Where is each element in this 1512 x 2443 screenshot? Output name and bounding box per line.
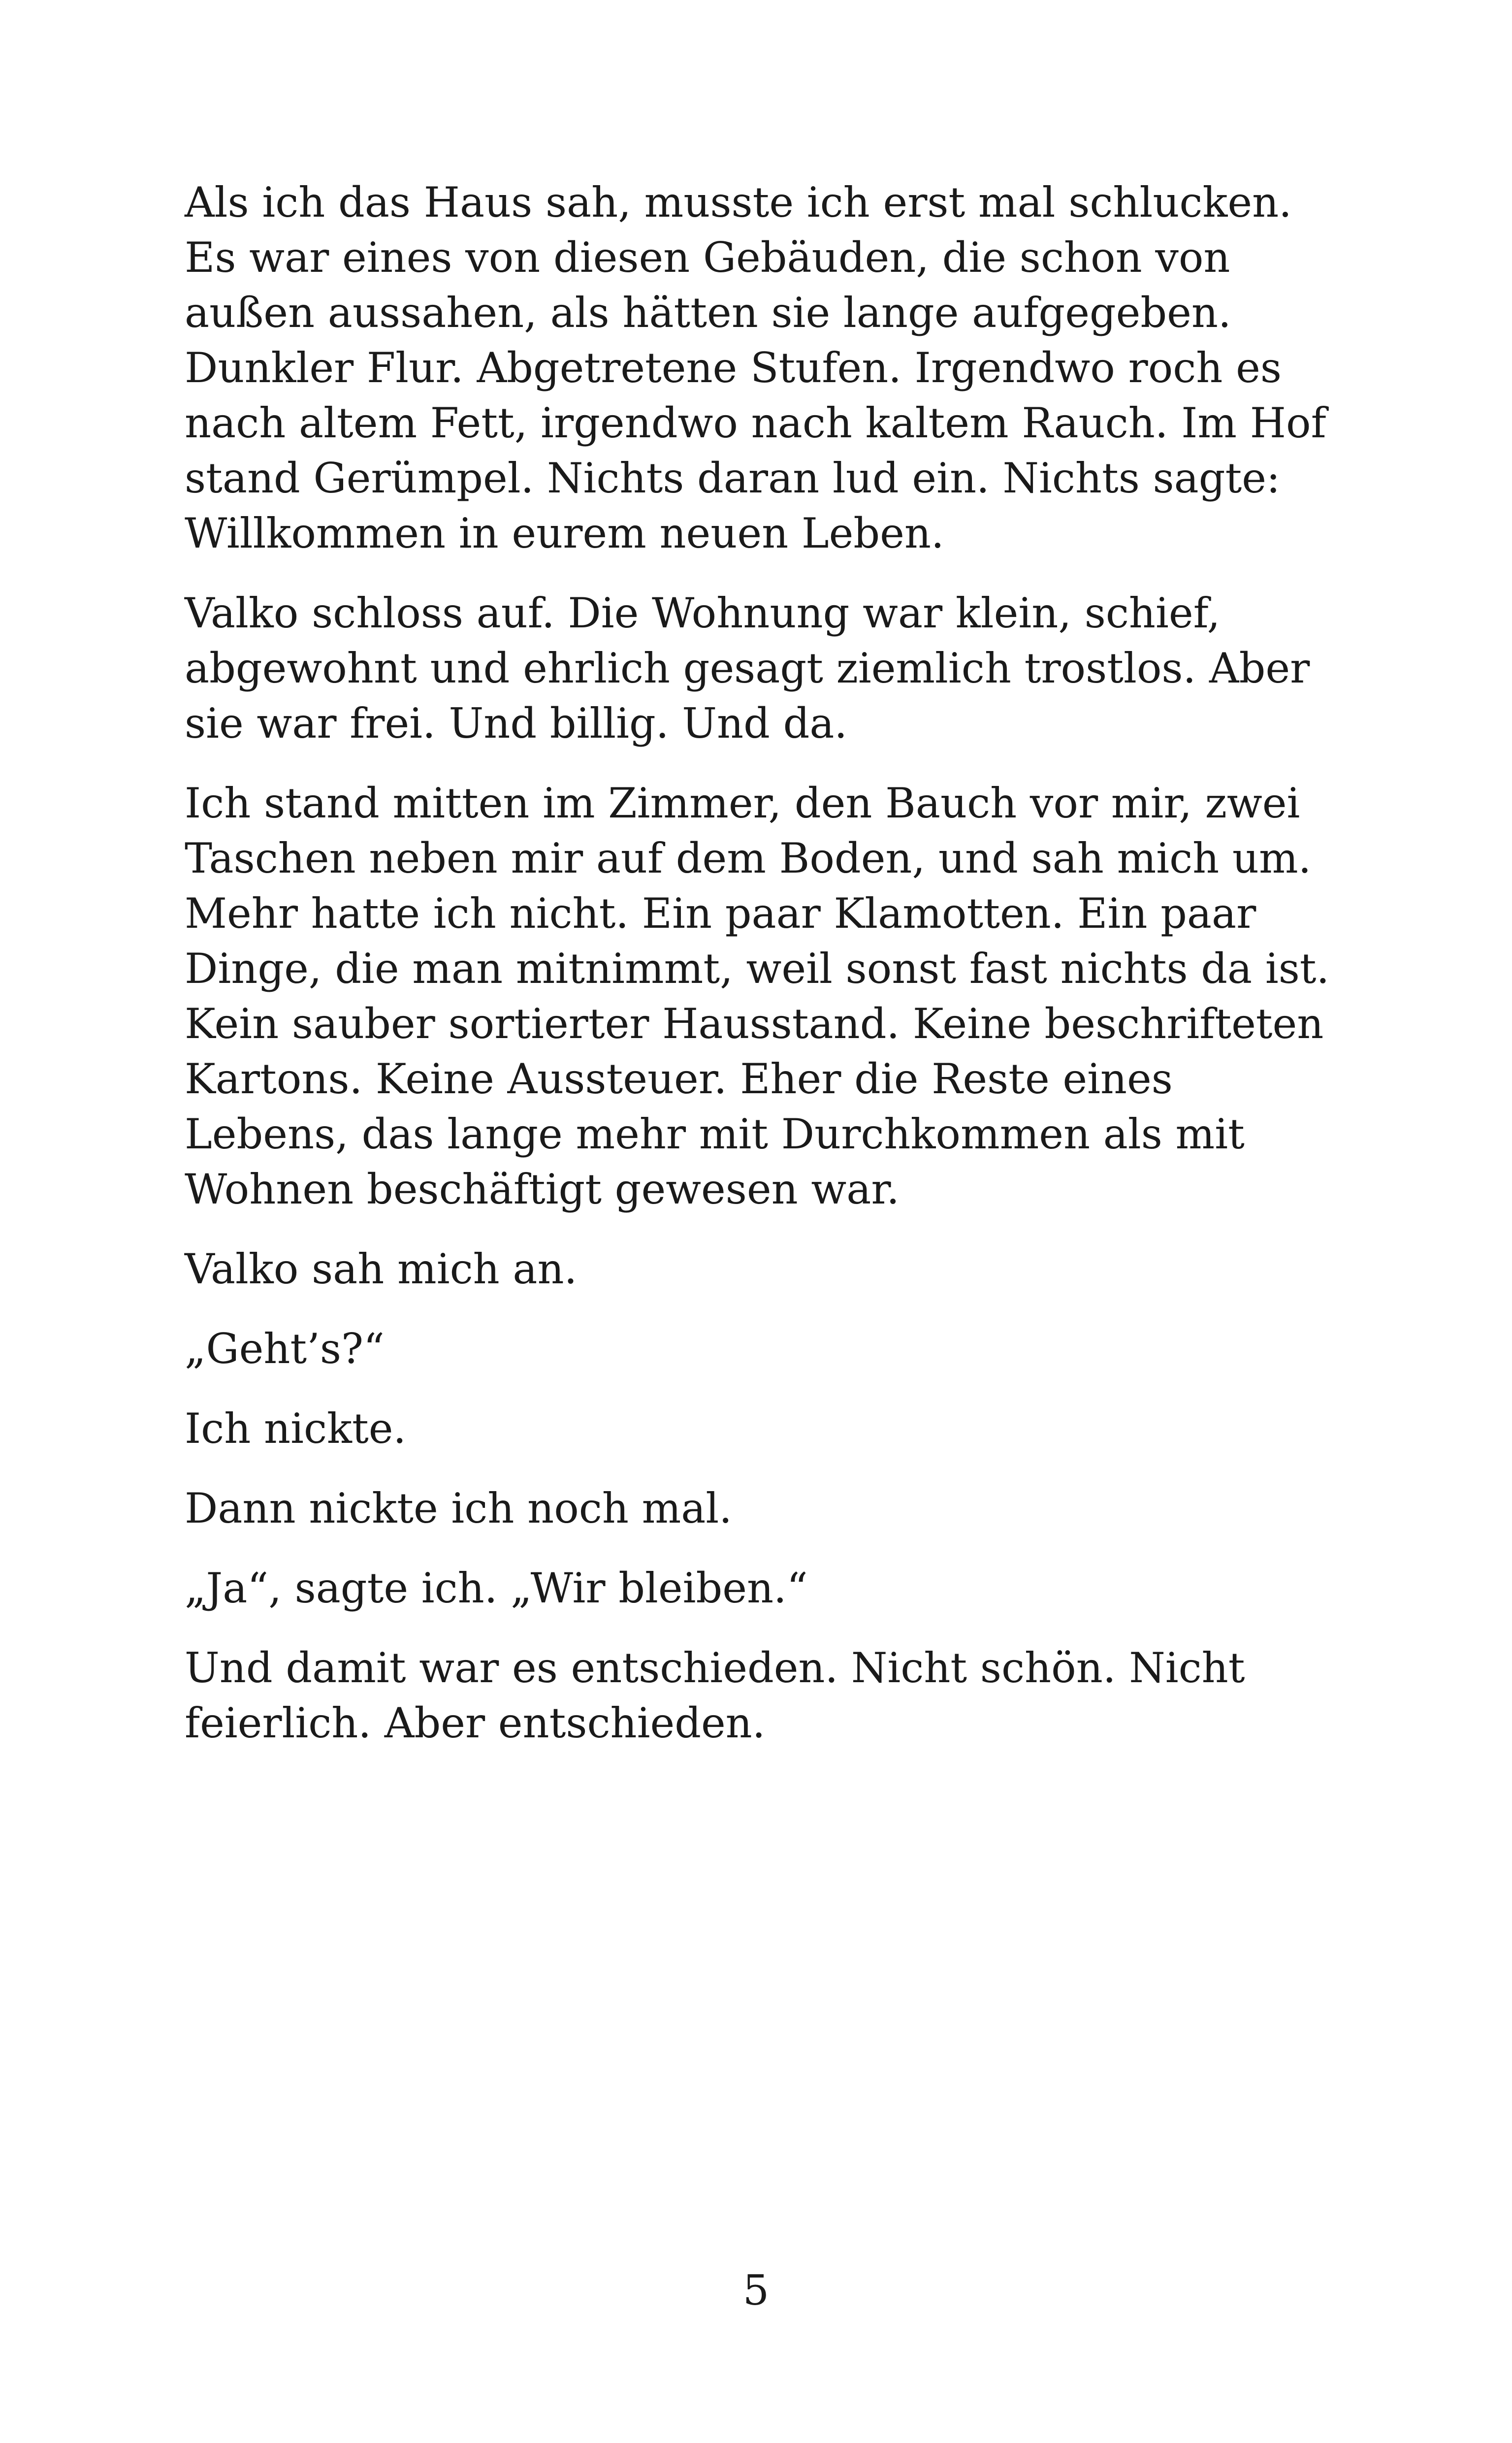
page-number: 5 (742, 2266, 770, 2314)
paragraph: Als ich das Haus sah, musste ich erst mal schlucken. Es war eines von diesen Gebäuden, die schon von außen aussahen, als hätten sie lange aufgegeben. Dunkler Flur. Abgetretene Stufen. Irgendwo roch es nach altem Fett, irgendwo nach kaltem Rauch. Im Hof stand Gerümpel. Nichts daran lud ein. Nichts sagte: Willkommen in eurem neuen Leben. (185, 178, 1326, 557)
paragraph: „Geht’s?“ (185, 1325, 385, 1373)
paragraph: „Ja“, sagte ich. „Wir bleiben.“ (185, 1564, 808, 1612)
paragraph: Valko schloss auf. Die Wohnung war klein, schief, abgewohnt und ehrlich gesagt ziemlich trostlos. Aber sie war frei. Und billig. Und da. (185, 589, 1310, 748)
body-text (185, 175, 1332, 1775)
paragraph: Ich stand mitten im Zimmer, den Bauch vor mir, zwei Taschen neben mir auf dem Boden, und sah mich um. Mehr hatte ich nicht. Ein paar Klamotten. Ein paar Dinge, die man mitnimmt, weil sonst fast nichts da ist. Kein sauber sortierter Hausstand. Keine beschrifteten Kartons. Keine Aussteuer. Eher die Reste eines Lebens, das lange mehr mit Durchkommen als mit Wohnen beschäftigt gewesen war. (185, 779, 1330, 1213)
paragraph: Valko sah mich an. (185, 1245, 578, 1293)
paragraph: Und damit war es entschieden. Nicht schön. Nicht feierlich. Aber entschieden. (185, 1644, 1245, 1747)
paragraph: Dann nickte ich noch mal. (185, 1484, 732, 1532)
paragraph: Ich nickte. (185, 1404, 407, 1453)
